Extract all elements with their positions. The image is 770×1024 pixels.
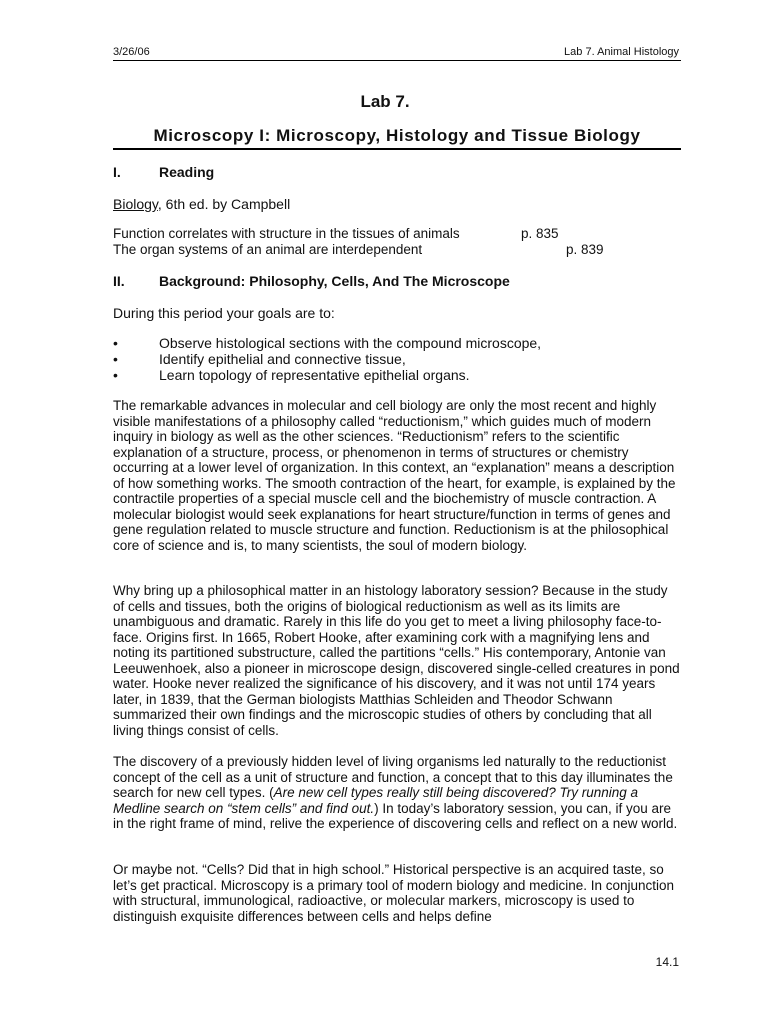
goals-intro: During this period your goals are to:	[113, 305, 335, 321]
bullet-marker: •	[113, 335, 118, 351]
header-lab-reference: Lab 7. Animal Histology	[564, 46, 679, 58]
bullet-marker: •	[113, 351, 118, 367]
section-number: I.	[113, 164, 121, 180]
section-heading-background	[113, 273, 510, 289]
goal-text: Identify epithelial and connective tissue,	[159, 351, 406, 367]
lab-title: Lab 7.	[360, 92, 410, 111]
bullet-marker: •	[113, 367, 118, 383]
header-date: 3/26/06	[113, 46, 150, 58]
goal-text: Observe histological sections with the compound microscope,	[159, 335, 542, 351]
goals-list	[113, 335, 541, 383]
list-item	[113, 335, 541, 351]
section-title: Background: Philosophy, Cells, And The Microscope	[159, 273, 510, 289]
reading-ref-page: p. 839	[566, 242, 604, 257]
reading-ref-text: The organ systems of an animal are interdependent	[113, 242, 423, 257]
book-title: Biology	[113, 196, 158, 212]
italic-aside: Are new cell types really still being discovered? Try running a Medline search on “stem cells” and find out.	[113, 785, 638, 816]
section-title: Reading	[159, 164, 215, 180]
header-rule	[113, 60, 681, 61]
goal-text: Learn topology of representative epithelial organs.	[159, 367, 470, 383]
section-number: II.	[113, 273, 125, 289]
paragraph-text: ) In today’s laboratory session, you can, if you are in the right frame of mind, relive the experience of discovering cells and reflect on a new world.	[113, 800, 678, 831]
page-number: 14.1	[655, 955, 679, 969]
paragraph-history: Why bring up a philosophical matter in an histology laboratory session? Because in the study of cells and tissues, both the origins of biological reductionism as well as its limits are unambiguous and dramatic. Rarely in this life do you get to meet a living philosophy face-to-face. Origins first. In 1665, Robert Hooke, after examining cork with a magnifying lens and noting its partitioned substructure, called the partitions “cells.” His contemporary, Antonie van Leeuwenhoek, also a pioneer in microscope design, discovered single-celled creatures in pond water. Hooke never realized the significance of his discovery, and it was not until 174 years later, in 1839, that the German biologists Matthias Schleiden and Theodor Schwann summarized their own findings and the microscopic studies of others by concluding that all living things consist of cells.	[113, 583, 680, 738]
paragraph-text: The discovery of a previously hidden level of living organisms led naturally to the reductionist concept of the cell as a unit of structure and function, a concept that to this day illuminates the search for new cell types. (	[113, 754, 673, 800]
paragraph-reductionism: The remarkable advances in molecular and cell biology are only the most recent and highly visible manifestations of a philosophy called “reductionism,” which guides much of modern inquiry in biology as well as the other sciences. “Reductionism” refers to the scientific explanation of a structure, process, or phenomenon in terms of structures or chemistry occurring at a lower level of organization. In this context, an “explanation” means a description of how something works. The smooth contraction of the heart, for example, is explained by the contractile properties of a special muscle cell and the biochemistry of muscle contraction. A molecular biologist would seek explanations for heart structure/function in terms of genes and gene regulation related to muscle structure and function. Reductionism is at the philosophical core of science and is, to many scientists, the soul of modern biology.	[113, 398, 676, 553]
section-heading-reading	[113, 164, 214, 180]
list-item	[113, 367, 541, 383]
paragraph-cell-concept	[113, 754, 681, 832]
list-item	[113, 351, 541, 367]
reading-ref-text: Function correlates with structure in the tissues of animals	[113, 226, 460, 241]
page-title: Microscopy I: Microscopy, Histology and Tissue Biology	[153, 126, 641, 145]
title-rule	[113, 148, 681, 150]
paragraph-practical: Or maybe not. “Cells? Did that in high school.” Historical perspective is an acquired taste, so let’s get practical. Microscopy is a primary tool of modern biology and medicine. In conjunction with structural, immunological, radioactive, or molecular markers, microscopy is used to distinguish exquisite differences between cells and helps define	[113, 862, 675, 924]
book-details: , 6th ed. by Campbell	[157, 196, 291, 212]
book-citation	[113, 196, 290, 212]
reading-ref-page: p. 835	[521, 226, 559, 241]
